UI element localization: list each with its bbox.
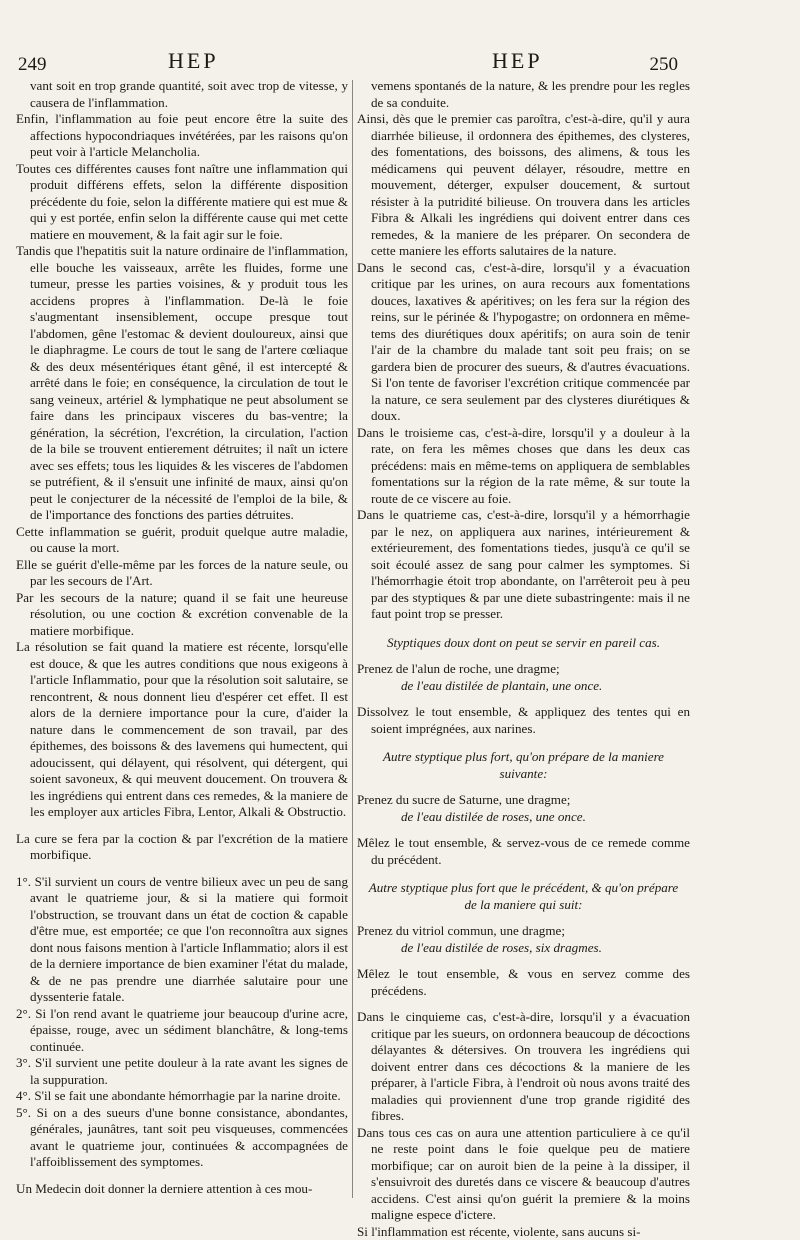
recipe bbox=[357, 792, 690, 825]
paragraph: Enfin, l'inflammation au foie peut encore être la suite des affections hypocondriaques invétérées, par les raisons qu'on peut voir à l'article Melancholia. bbox=[16, 111, 348, 161]
numbered-item-5: 5°. Si on a des sueurs d'une bonne consistance, abondantes, générales, jaunâtres, tant soit peu visqueuses, commencées avant le quatrieme jour, continuées & accompagnées de l'affoiblissement des symptomes. bbox=[16, 1105, 348, 1171]
page-number-left: 249 bbox=[18, 54, 47, 76]
recipe-line: de l'eau distilée de roses, six dragmes. bbox=[357, 940, 690, 957]
numbered-item-2: 2°. Si l'on rend avant le quatrieme jour beaucoup d'urine acre, épaisse, rouge, avec un sédiment blanchâtre, & long-tems continuée. bbox=[16, 1006, 348, 1056]
running-header bbox=[14, 48, 786, 82]
paragraph: Dans le cinquieme cas, c'est-à-dire, lorsqu'il y a évacuation critique par les sueurs, on ordonnera beaucoup de décoctions délayantes & détersives. On trouvera les ingrédiens qui doivent entrer dans ces décoctions & la maniere de les préparer, à l'article Fibra, à l'endroit où nous avons traité des maladies qui proviennent d'une trop grande rigidité des fibres. bbox=[357, 1009, 690, 1125]
recipe bbox=[357, 923, 690, 956]
paragraph: La cure se fera par la coction & par l'excrétion de la matiere morbifique. bbox=[16, 831, 348, 864]
paragraph: Dans le troisieme cas, c'est-à-dire, lorsqu'il y a douleur à la rate, on fera les mêmes choses que dans les deux cas précédens: mais en même-tems on appliquera de semblables fomentations sur la région de la rate même, & sur toute la route de ce viscere au foie. bbox=[357, 425, 690, 508]
recipe-line: de l'eau distilée de roses, une once. bbox=[357, 809, 690, 826]
recipe-line: Prenez du sucre de Saturne, une dragme; bbox=[357, 792, 690, 809]
recipe-heading: Autre styptique plus fort que le précédent, & qu'on prépare de la maniere qui suit: bbox=[357, 880, 690, 913]
recipe-line: Prenez de l'alun de roche, une dragme; bbox=[357, 661, 690, 678]
paragraph: Cette inflammation se guérit, produit quelque autre maladie, ou cause la mort. bbox=[16, 524, 348, 557]
paragraph: Dans tous ces cas on aura une attention particuliere à ce qu'il ne reste point dans le foie quelque peu de matiere morbifique; car on auroit bien de la peine à la dissiper, il s'ensuivroit des duretés dans ce viscere & beaucoup d'autres accidens. C'est ainsi qu'on guérit la premiere & la moins maligne espece d'ictere. bbox=[357, 1125, 690, 1224]
paragraph: Si l'inflammation est récente, violente, sans aucuns si- bbox=[357, 1224, 690, 1240]
paragraph: La résolution se fait quand la matiere est récente, lorsqu'elle est douce, & que les autres conditions que nous exigeons à l'article Inflammatio, pour que la résolution soit salutaire, se rencontrent, & nous donnent lieu d'espérer cet effet. Il est alors de la derniere importance pour la cure, d'aider la nature dans le commencement de son travail, par des épithemes, des boissons & des lavemens qui humectent, qui adoucissent, qui délayent, qui résolvent, qui détergent, qui soient savoneux, & qui meuvent doucement. On trouvera & les ingrédiens qui entrent dans ces remedes, & la maniere de les employer aux articles Fibra, Lentor, Alkali & Obstructio. bbox=[16, 639, 348, 821]
recipe-heading: Styptiques doux dont on peut se servir en pareil cas. bbox=[357, 635, 690, 652]
paragraph: Dans le second cas, c'est-à-dire, lorsqu'il y a évacuation critique par les urines, on aura recours aux fomentations douces, laxatives & apéritives; on les fera sur la région des reins, sur le périnée & l'hypogastre; on ordonnera en même-tems des diurétiques doux apéritifs; on aura soin de tenir l'air de la chambre du malade tant soit peu frais; on se gardera bien de procurer des sueurs, & d'autres évacuations. Si l'on tente de favoriser l'excrétion critique commencée par la nature, ce sera seulement par des clysteres diurétiques & doux. bbox=[357, 260, 690, 425]
paragraph: Par les secours de la nature; quand il se fait une heureuse résolution, ou une coction & excrétion convenable de la matiere morbifique. bbox=[16, 590, 348, 640]
paragraph: vant soit en trop grande quantité, soit avec trop de vitesse, y causera de l'inflammation. bbox=[16, 78, 348, 111]
paragraph: vemens spontanés de la nature, & les prendre pour les regles de sa conduite. bbox=[357, 78, 690, 111]
paragraph: Un Medecin doit donner la derniere attention à ces mou- bbox=[16, 1181, 348, 1198]
paragraph: Mêlez le tout ensemble, & servez-vous de ce remede comme du précédent. bbox=[357, 835, 690, 868]
right-column bbox=[357, 78, 690, 1240]
recipe bbox=[357, 661, 690, 694]
recipe-heading: Autre styptique plus fort, qu'on prépare de la maniere suivante: bbox=[357, 749, 690, 782]
running-head-left: HEP bbox=[168, 48, 219, 74]
paragraph: Toutes ces différentes causes font naître une inflammation qui produit différens effets, selon la différente disposition précédente du foie, selon la différente matiere qui est mue & qui y est portée, enfin selon la différente cause qui met cette matiere en mouvement, & la fait agir sur le foie. bbox=[16, 161, 348, 244]
left-column bbox=[16, 78, 348, 1197]
paragraph: Dissolvez le tout ensemble, & appliquez des tentes qui en soient imprégnées, aux narines. bbox=[357, 704, 690, 737]
running-head-right: HEP bbox=[492, 48, 543, 74]
column-divider bbox=[352, 80, 353, 1198]
numbered-item-4: 4°. S'il se fait une abondante hémorrhagie par la narine droite. bbox=[16, 1088, 348, 1105]
recipe-line: de l'eau distilée de plantain, une once. bbox=[357, 678, 690, 695]
paragraph: Elle se guérit d'elle-même par les forces de la nature seule, ou par les secours de l'Art. bbox=[16, 557, 348, 590]
recipe-line: Prenez du vitriol commun, une dragme; bbox=[357, 923, 690, 940]
paragraph: Mêlez le tout ensemble, & vous en servez comme des précédens. bbox=[357, 966, 690, 999]
numbered-item-1: 1°. S'il survient un cours de ventre bilieux avec un peu de sang avant le quatrieme jour, & si la matiere qui formoit l'obstruction, se trouvant dans un état de coction & capable d'être mue, est emportée; ce que l'on reconnoîtra aux signes dont nous faisons mention à l'article Inflammatio; alors il est de la derniere importance de bien examiner l'état du malade, & de ne pas prendre une diarrhée salutaire pour une dyssenterie fatale. bbox=[16, 874, 348, 1006]
paragraph: Tandis que l'hepatitis suit la nature ordinaire de l'inflammation, elle bouche les vaisseaux, arrête les fluides, forme une tumeur, presse les parties voisines, & y produit tous les accidens propres à l'inflammation. De-là le foie s'augmentant insensiblement, occupe presque tout l'abdomen, gêne l'estomac & devient douloureux, ainsi que le diaphragme. Le cours de tout le sang de l'artere cœliaque & des deux mésentériques étant gêné, il est intercepté & arrêté dans le foie; en conséquence, la circulation de tout le sang veineux, artériel & lymphatique ne peut absolument se faire dans les principaux visceres du bas-ventre; la génération, la sécrétion, l'excrétion, la circulation, l'action de la bile se trouvent entierement détruites; il naît un ictere avec ses effets; tous les liquides & les visceres de l'abdomen se putréfient, & il s'ensuit une infinité de maux, ainsi qu'on peut le conjecturer de la nécessité de l'emploi de la bile, & de l'importance des fonctions des parties détruites. bbox=[16, 243, 348, 524]
paragraph: Ainsi, dès que le premier cas paroîtra, c'est-à-dire, qu'il y aura diarrhée bilieuse, il ordonnera des épithemes, des clysteres, des fomentations, des boissons, des alimens, & tous les médicamens qui peuvent délayer, résoudre, mettre en mouvement, déterger, expulser doucement, & surtout résister à la putridité bilieuse. On trouvera dans les articles Fibra & Alkali les ingrédiens qui doivent entrer dans ces remedes, & la maniere de les préparer. On secondera de cette maniere les efforts salutaires de la nature. bbox=[357, 111, 690, 260]
paragraph: Dans le quatrieme cas, c'est-à-dire, lorsqu'il y a hémorrhagie par le nez, on appliquera aux narines, intérieurement & extérieurement, des fomentations tiedes, jusqu'à ce qu'il se soit écoulé assez de sang pour calmer les symptomes. Si l'hémorrhagie étoit trop abondante, on l'arrêteroit peu à peu par des styptiques & par une diete subastringente: mais il ne faut point trop se presser. bbox=[357, 507, 690, 623]
page-number-right: 250 bbox=[650, 54, 679, 76]
numbered-item-3: 3°. S'il survient une petite douleur à la rate avant les signes de la suppuration. bbox=[16, 1055, 348, 1088]
